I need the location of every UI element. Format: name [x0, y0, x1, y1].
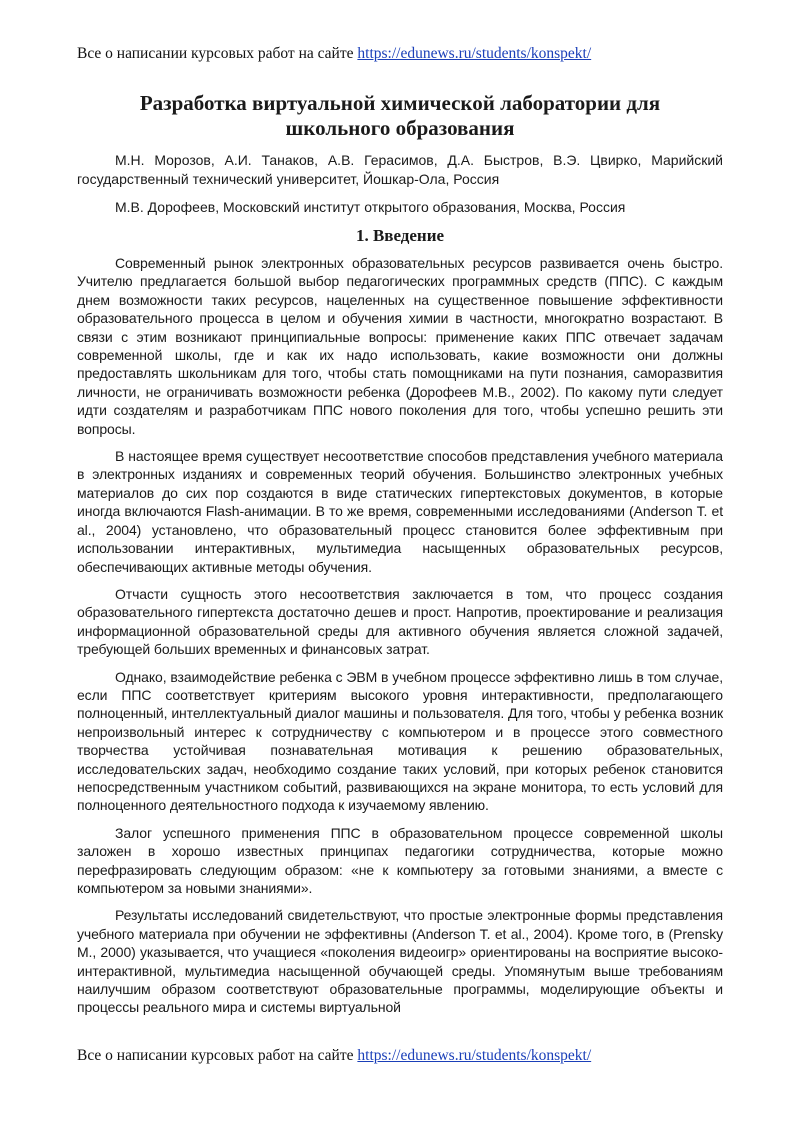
- header-link[interactable]: https://edunews.ru/students/konspekt/: [357, 45, 592, 62]
- document-page: [77, 44, 723, 1026]
- body-text: [77, 254, 723, 1017]
- document-title: [77, 91, 723, 141]
- title-line-1: Разработка виртуальной химической лаборатории для: [139, 91, 661, 115]
- header-text: Все о написании курсовых работ на сайте: [77, 45, 358, 62]
- paragraph: Однако, взаимодействие ребенка с ЭВМ в учебном процессе эффективно лишь в том случае, если ППС соответствует критериям высокого уровня интерактивности, предполагающего полноценный, интеллектуальный диалог машины и пользователя. Для того, чтобы у ребенка возник непроизвольный интерес к сотрудничеству с компьютером и в процессе этого совместного творчества устойчивая познавательная мотивация к решению образовательных, исследовательских задач, необходимо создание таких условий, при которых ребенок становится непосредственным участником событий, развивающихся на экране монитора, то есть условий для полноценного деятельностного подхода к изучаемому явлению.: [77, 668, 723, 814]
- page-header: [77, 44, 723, 63]
- footer-text: Все о написании курсовых работ на сайте: [77, 1047, 358, 1064]
- paragraph: Современный рынок электронных образовательных ресурсов развивается очень быстро. Учителю предлагается большой выбор педагогических программных средств (ППС). С каждым днем возможности таких ресурсов, нацеленных на существенное повышение эффективности образовательного процесса в целом и обучения химии в частности, многократно возрастают. В связи с этим возникают принципиальные вопросы: применение каких ППС отвечает задачам современной школы, где и как их надо использовать, какие возможности они должны предоставлять школьникам для того, чтобы стать помощниками на пути познания, саморазвития личности, не ограничивать возможности ребенка (Дорофеев М.В., 2002). По какому пути следует идти создателям и разработчикам ППС нового поколения для того, чтобы успешно решить эти вопросы.: [77, 255, 723, 437]
- paragraph: Результаты исследований свидетельствуют, что простые электронные формы представления учебного материала при обучении не эффективны (Anderson T. et al., 2004). Кроме того, в (Prensky M., 2000) указывается, что учащиеся «поколения видеоигр» ориентированы на восприятие высоко-интерактивной, мультимедиа насыщенной обучающей среды. Упомянутым выше требованиям наилучшим образом соответствуют образовательные программы, моделирующие объекты и процессы реального мира и системы виртуальной: [77, 907, 723, 1016]
- paragraph: Отчасти сущность этого несоответствия заключается в том, что процесс создания образовательного гипертекста достаточно дешев и прост. Напротив, проектирование и реализация информационной образовательной среды для активного обучения является сложной задачей, требующей больших временных и финансовых затрат.: [77, 585, 723, 658]
- authors-line-1: М.Н. Морозов, А.И. Танаков, А.В. Герасимов, Д.А. Быстров, В.Э. Цвирко, Марийский государственный технический университет, Йошкар-Ола, Россия: [77, 152, 723, 187]
- section-title: 1. Введение: [355, 226, 445, 245]
- paragraph: В настоящее время существует несоответствие способов представления учебного материала в электронных изданиях и современных теорий обучения. Большинство электронных учебных материалов до сих пор создаются в виде статических гипертекстовых документов, в которые иногда включаются Flash-анимации. В то же время, современными исследованиями (Anderson T. et al., 2004) установлено, что образовательный процесс становится более эффективным при использовании интерактивных, мультимедиа насыщенных образовательных ресурсов, обеспечивающих активные методы обучения.: [77, 448, 723, 575]
- title-line-2: школьного образования: [285, 116, 515, 140]
- paragraph: Залог успешного применения ППС в образовательном процессе современной школы заложен в хорошо известных принципах педагогики сотрудничества, которые можно перефразировать следующим образом: «не к компьютеру за готовыми знаниями, а вместе с компьютером за новыми знаниями».: [77, 824, 723, 896]
- authors-line-2: М.В. Дорофеев, Московский институт открытого образования, Москва, Россия: [115, 199, 626, 215]
- page-footer: [77, 1046, 591, 1065]
- authors-block: [77, 151, 723, 217]
- footer-link[interactable]: https://edunews.ru/students/konspekt/: [357, 1047, 592, 1064]
